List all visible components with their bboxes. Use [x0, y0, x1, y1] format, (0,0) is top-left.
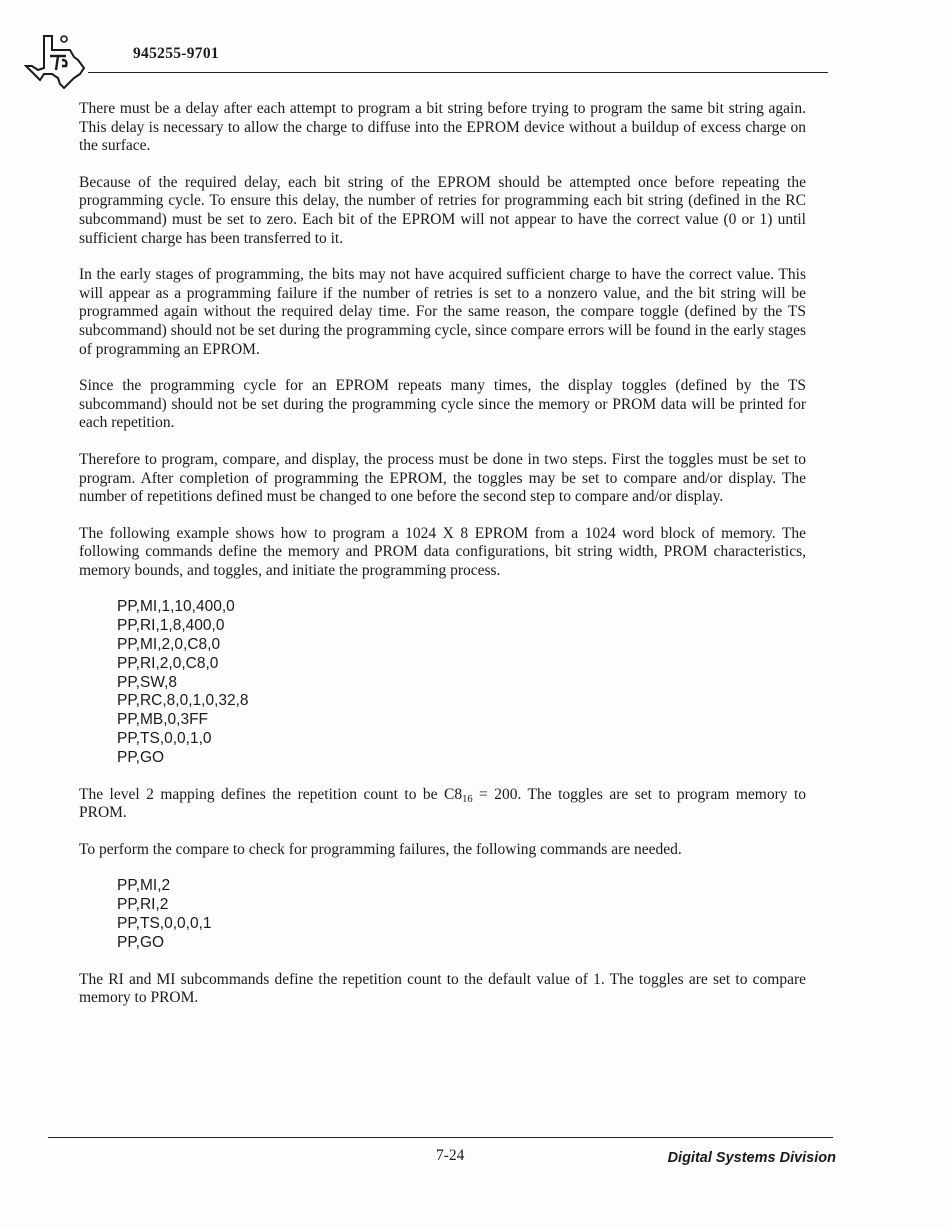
compare-command-list [117, 877, 806, 952]
body-text [79, 100, 806, 1026]
command-line: PP,SW,8 [117, 673, 178, 691]
command-line: PP,GO [117, 748, 165, 766]
paragraph-required-delay: Because of the required delay, each bit string of the EPROM should be attempted once before repeating the programming cycle. To ensure this delay, the number of retries for programming each bit string (defined in the RC subcommand) must be set to zero. Each bit of the EPROM will not appear to have the correct value (0 or 1) until sufficient charge has been transferred to it. [79, 173, 806, 247]
paragraph-level2-mapping [79, 786, 806, 823]
paragraph-compare-intro: To perform the compare to check for programming failures, the following commands are needed. [79, 840, 682, 858]
paragraph-example-intro: The following example shows how to program a 1024 X 8 EPROM from a 1024 word block of memory. The following commands define the memory and PROM data configurations, bit string width, PROM characteristics, memory bounds, and toggles, and initiate the programming process. [79, 524, 806, 579]
level2-text-after: = 200. The toggles are set to program memory to PROM. [79, 785, 807, 822]
footer-rule [48, 1137, 833, 1138]
paragraph-delay: There must be a delay after each attempt to program a bit string before trying to program the same bit string again. This delay is necessary to allow the charge to diffuse into the EPROM device without a buildup of excess charge on the surface. [79, 100, 806, 155]
paragraph-early-stages: In the early stages of programming, the bits may not have acquired sufficient charge to have the correct value. This will appear as a programming failure if the number of retries is set to a nonzero value, and the bit string will be programmed again without the required delay time. For the same reason, the compare toggle (defined by the TS subcommand) should not be set during the programming cycle, since compare errors will be found in the early stages of programming an EPROM. [79, 266, 807, 358]
command-line: PP,MI,2 [117, 877, 171, 895]
command-line: PP,RI,2,0,C8,0 [117, 654, 219, 672]
command-line: PP,TS,0,0,0,1 [117, 915, 212, 933]
program-command-list [117, 598, 806, 767]
page-number: 7-24 [436, 1147, 465, 1164]
header-rule [88, 72, 828, 73]
division-name: Digital Systems Division [667, 1150, 836, 1166]
command-line: PP,RI,1,8,400,0 [117, 617, 225, 635]
paragraph-two-steps: Therefore to program, compare, and display, the process must be done in two steps. First the toggles must be set to program. After completion of programming the EPROM, the toggles may be set to compare and/or display. The number of repetitions defined must be changed to one before the second step to compare and/or display. [79, 450, 806, 506]
texas-instruments-logo [22, 30, 88, 92]
command-line: PP,MI,1,10,400,0 [117, 598, 235, 616]
level2-text-before: The level 2 mapping defines the repetition count to be C8 [79, 785, 463, 803]
paragraph-closing: The RI and MI subcommands define the repetition count to the default value of 1. The toggles are set to compare memory to PROM. [79, 970, 806, 1007]
command-line: PP,MI,2,0,C8,0 [117, 636, 221, 654]
command-line: PP,RI,2 [117, 896, 169, 914]
command-line: PP,MB,0,3FF [117, 711, 209, 729]
command-line: PP,TS,0,0,1,0 [117, 730, 212, 748]
paragraph-display-toggles: Since the programming cycle for an EPROM repeats many times, the display toggles (defined by the TS subcommand) should not be set during the programming cycle since the memory or PROM data will be printed for each repetition. [79, 377, 806, 432]
document-number: 945255-9701 [133, 45, 219, 62]
hex-subscript: 16 [462, 793, 473, 805]
command-line: PP,RC,8,0,1,0,32,8 [117, 692, 249, 710]
command-line: PP,GO [117, 933, 165, 951]
